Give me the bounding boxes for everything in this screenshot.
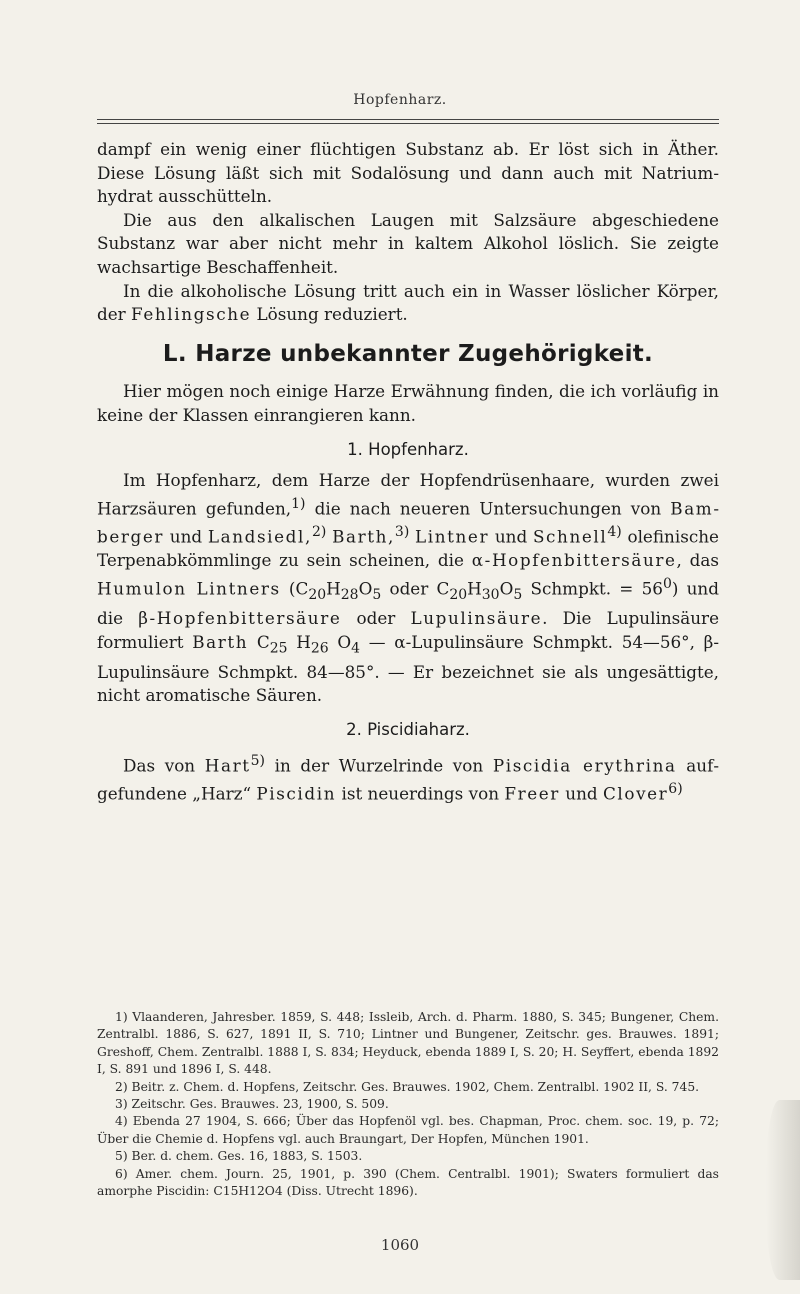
- subsection-heading-piscidiaharz: 2. Piscidiaharz.: [346, 719, 470, 739]
- footnote-6: 6) Amer. chem. Journ. 25, 1901, p. 390 (Chem. Centralbl. 1901); Swaters formuliert das amorphe Piscidin: C15H12O4 (Diss. Utrecht 1896).: [97, 1166, 719, 1199]
- section-intro: Hier mögen noch einige Harze Erwähnung finden, die ich vorläufig in keine der Klassen einrangieren kann.: [97, 381, 719, 425]
- footnote-2: 2) Beitr. z. Chem. d. Hopfens, Zeitschr. Ges. Brauwes. 1902, Chem. Zentralbl. 1902 II, S. 745.: [115, 1079, 700, 1094]
- footnote-3: 3) Zeitschr. Ges. Brauwes. 23, 1900, S. 509.: [115, 1097, 389, 1112]
- footnote-5: 5) Ber. d. chem. Ges. 16, 1883, S. 1503.: [115, 1149, 363, 1164]
- paragraph: In die alkoholische Lösung tritt auch ein in Wasser löslicher Körper, der Fehlingsche Lösung reduziert.: [97, 280, 719, 325]
- running-title: Hopfenharz.: [353, 92, 447, 108]
- paragraph: Die aus den alkalischen Laugen mit Salzsäure abgeschiedene Substanz war aber nicht mehr in kaltem Alkohol löslich. Sie zeigte wachsartige Beschaffenheit.: [97, 209, 719, 277]
- subsection-heading-hopfenharz: 1. Hopfenharz.: [347, 439, 469, 459]
- person-name: Fehlingsche: [131, 304, 252, 325]
- paragraph-hopfenharz: Im Hopfenharz, dem Harze der Hopfendrüsenhaare, wurden zwei Harzsäuren gefunden,$^{1)}$ die nach neueren Untersuchungen von Bamberger und Landsiedl,$^{2)}$ Barth,$^{3)}$ Lintner und Schnell$^{4)}$ olefinische Terpenabkömmlinge zu sein scheinen, die α-Hopfenbittersäure, das Humulon Lintners ($C_{20}H_{28}O_5$ oder $C_{20}H_{30}O_5$ Schmpkt. = $56^0$) und die β-Hopfenbittersäure oder Lupulinsäure. Die Lupulinsäure formuliert Barth $C_{25}$ $H_{26}$ $O_4$ — α-Lupulinsäure Schmpkt. 54—56°, β-Lupulinsäure Schmpkt. 84—85°. — Er bezeichnet sie als ungesättigte, nicht aromatische Säuren.: [97, 470, 719, 706]
- footnote-1: 1) Vlaanderen, Jahresber. 1859, S. 448; Issleib, Arch. d. Pharm. 1880, S. 345; Bungener, Chem. Zentralbl. 1886, S. 627, 1891 II, S. 710; Lintner und Bungener, Zeitschr. ges. Brauwes. 1891; Greshoff, Chem. Zentralbl. 1888 I, S. 834; Heyduck, ebenda 1889 I, S. 20; H. Seyffert, ebenda 1892 I, S. 891 und 1896 I, S. 448.: [97, 1010, 719, 1077]
- paragraph-piscidiaharz: Das von Hart$^{5)}$ in der Wurzelrinde von Piscidia erythrina aufgefundene „Harz“ Piscidin ist neuerdings von Freer und Clover$^{6)}$: [97, 752, 720, 804]
- header-rule-bottom: [97, 123, 719, 124]
- paragraph-continuation: dampf ein wenig einer flüchtigen Substanz ab. Er löst sich in Äther. Diese Lösung läßt sich mit Sodalösung und dann auch mit Natriumhydrat ausschütteln.: [97, 139, 719, 207]
- section-heading-l: L. Harze unbekannter Zugehörigkeit.: [162, 340, 654, 367]
- scan-edge-shadow: [766, 1100, 800, 1280]
- page-number: 1060: [380, 1236, 420, 1254]
- footnote-4: 4) Ebenda 27 1904, S. 666; Über das Hopfenöl vgl. bes. Chapman, Proc. chem. soc. 19, p. 72; Über die Chemie d. Hopfens vgl. auch Braungart, Der Hopfen, München 1901.: [97, 1114, 719, 1146]
- footnotes: [97, 1009, 719, 1200]
- header-rule-top: [97, 119, 719, 120]
- main-text: [97, 138, 719, 806]
